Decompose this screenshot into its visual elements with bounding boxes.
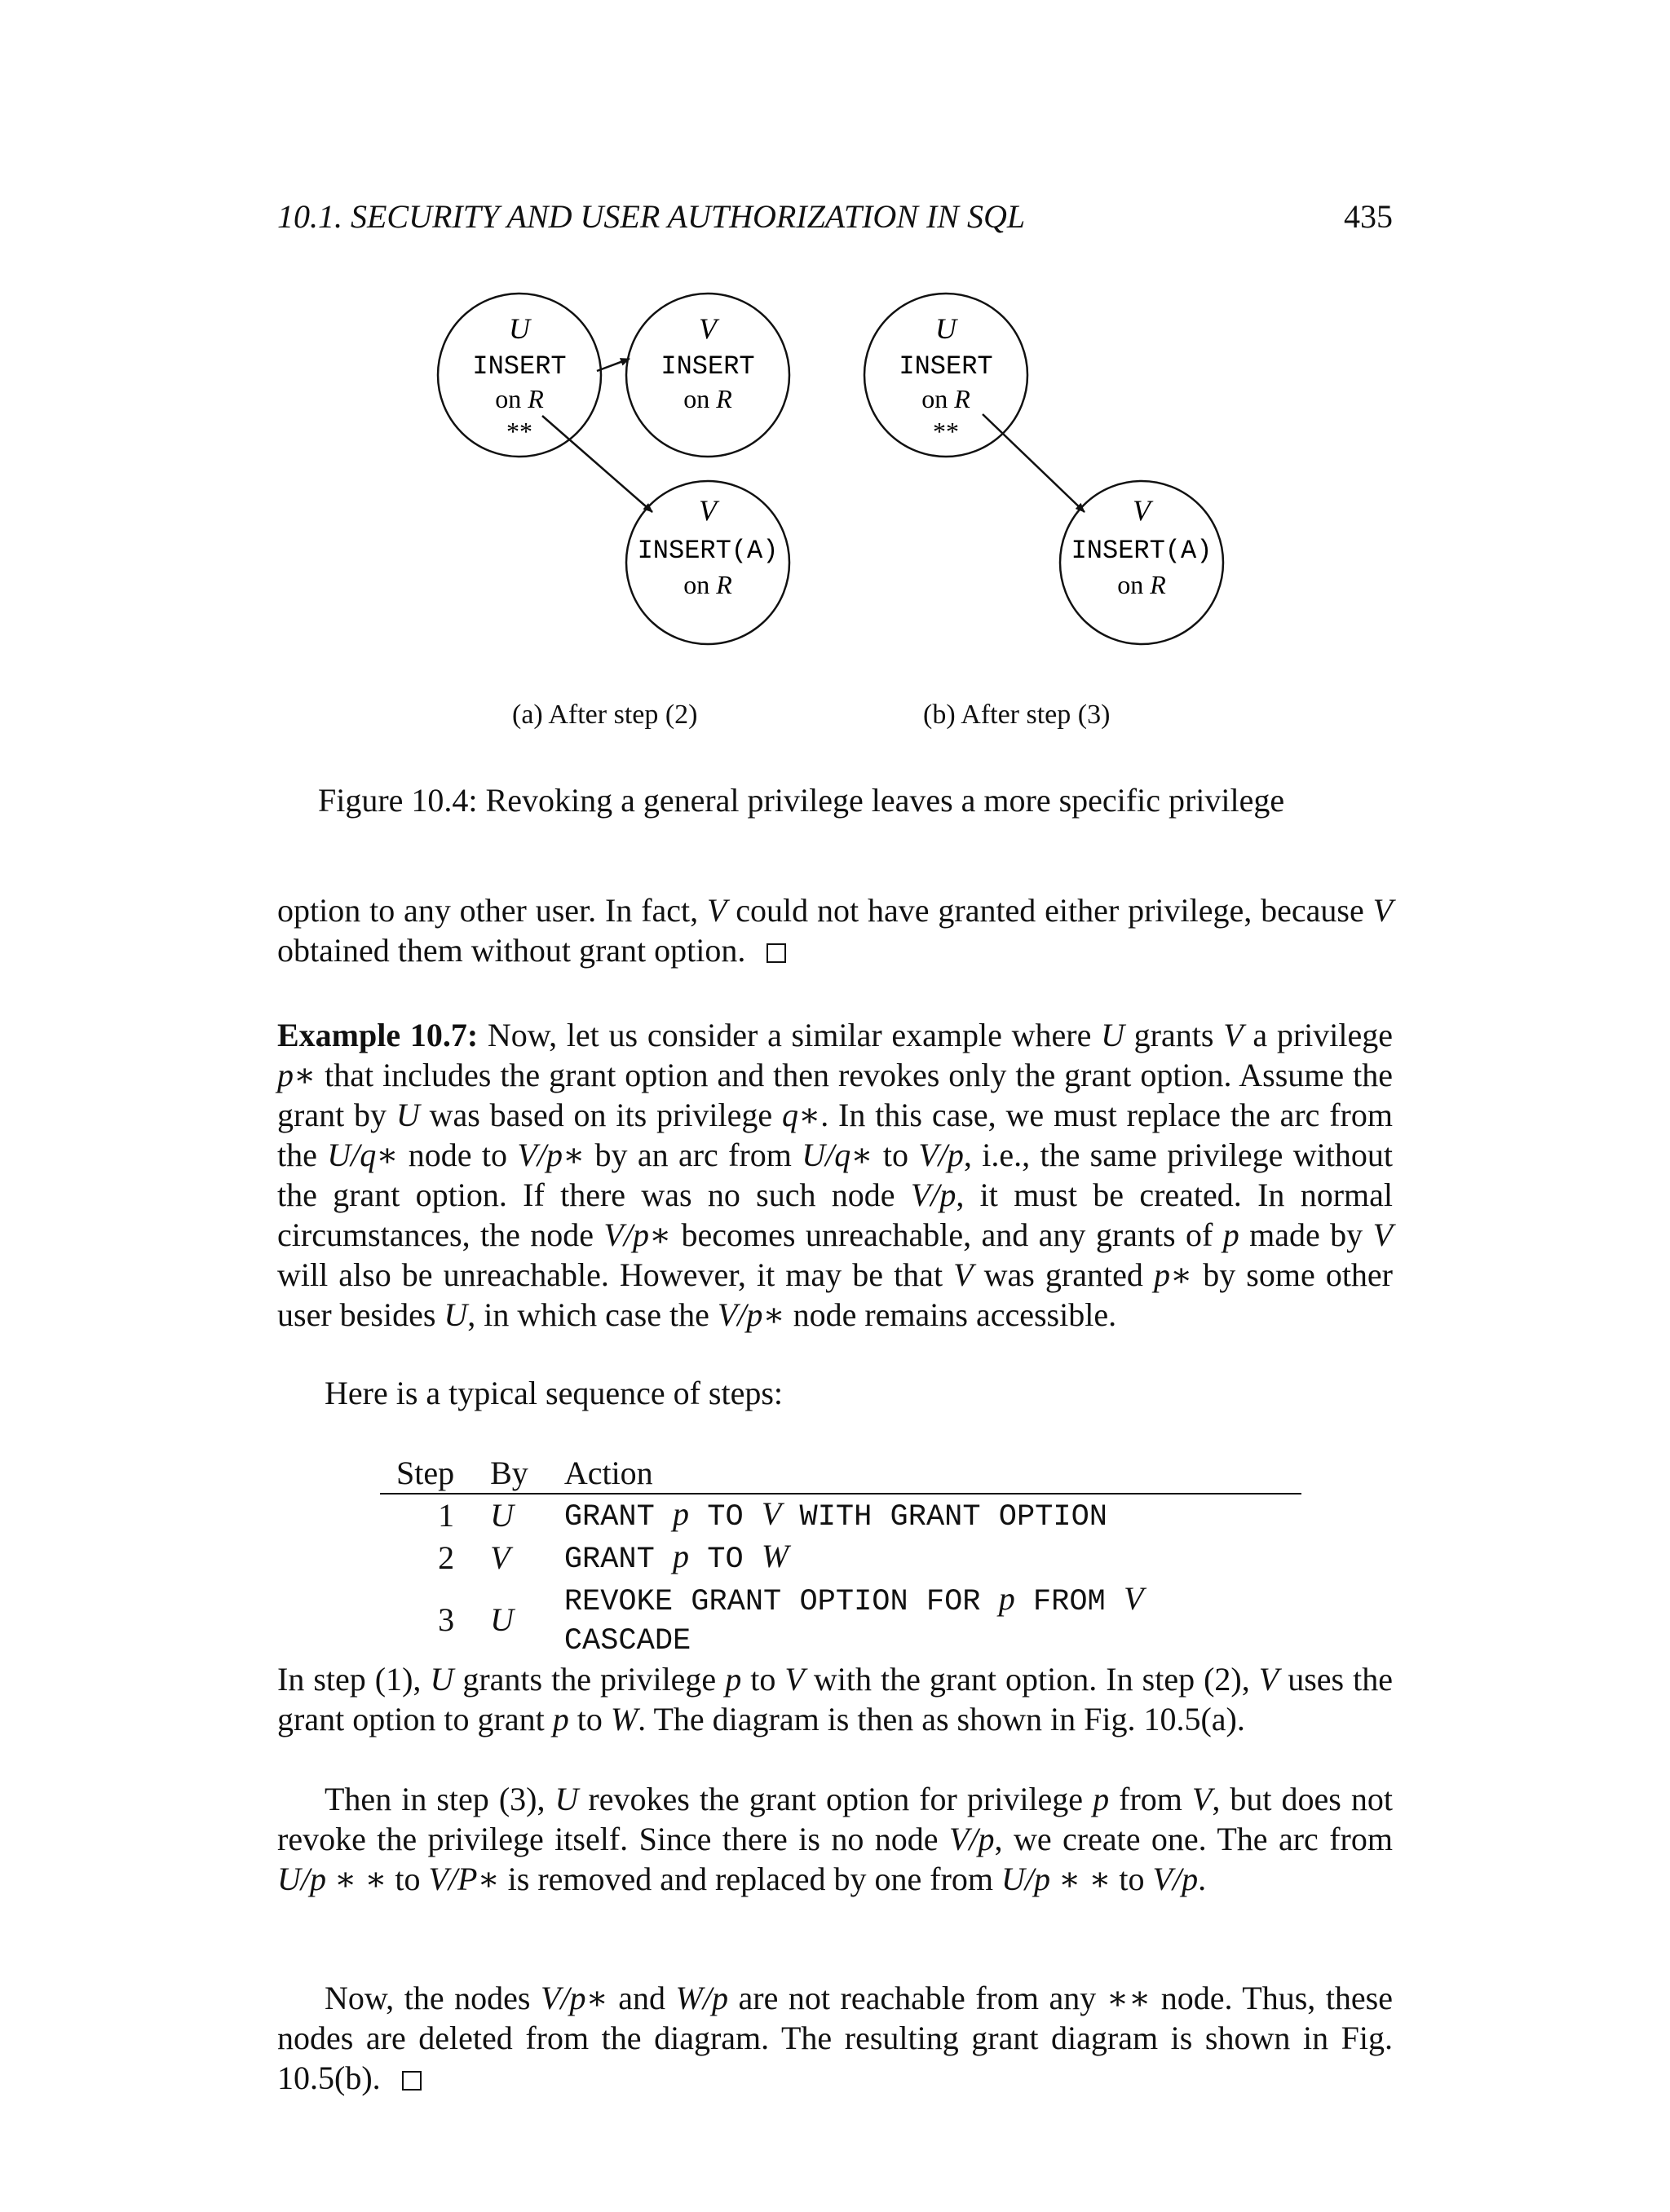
node-user: V	[699, 312, 717, 345]
page-number: 435	[1344, 198, 1393, 235]
paragraph: option to any other user. In fact, V could not have granted either privilege, because V obtained them without grant option.	[277, 892, 1393, 969]
column-header: Action	[563, 1455, 653, 1491]
steps-table	[380, 1454, 1301, 1661]
node-privilege: INSERT	[472, 351, 567, 382]
node-privilege: INSERT	[660, 351, 755, 382]
column-header: By	[490, 1455, 528, 1491]
grant-diagram	[0, 0, 1670, 815]
table-row: 2 V GRANT p TO W	[438, 1538, 789, 1577]
node-relation: on R	[683, 384, 732, 413]
node-user: U	[509, 312, 530, 345]
node-user: V	[699, 494, 717, 527]
qed-box	[402, 2071, 422, 2091]
subcaption-a: (a) After step (2)	[512, 700, 698, 730]
paragraph: Now, the nodes V/p∗ and W/p are not reachable from any ∗∗ node. Thus, these nodes are deleted from the diagram. The resulting grant diagram is shown in Fig. 10.5(b).	[277, 1980, 1393, 2096]
privilege-node	[1060, 481, 1223, 644]
privilege-node	[438, 294, 601, 457]
grant-arc	[542, 416, 652, 512]
node-privilege: INSERT(A)	[637, 536, 779, 566]
paragraph: In step (1), U grants the privilege p to V with the grant option. In step (2), V uses the grant option to grant p to W. The diagram is then as shown in Fig. 10.5(a).	[277, 1661, 1393, 1737]
privilege-node	[626, 294, 789, 457]
node-relation: on R	[921, 384, 970, 413]
table-row: 3 U REVOKE GRANT OPTION FOR p FROM V CASCADE	[438, 1580, 1144, 1658]
grant-arc	[983, 414, 1085, 512]
column-header: Step	[396, 1455, 455, 1491]
privilege-node	[626, 481, 789, 644]
privilege-node	[864, 294, 1027, 457]
paragraph: Then in step (3), U revokes the grant option for privilege p from V, but does not revoke the privilege itself. Since there is no node V/p, we create one. The arc from U/p ∗ ∗ to V/P∗ is removed and replaced by one from U/p ∗ ∗ to V/p.	[277, 1781, 1393, 1897]
node-relation: on R	[1117, 570, 1166, 599]
node-relation: on R	[683, 570, 732, 599]
grant-arc	[597, 359, 630, 371]
subcaption-b: (b) After step (3)	[923, 700, 1111, 730]
node-marker: **	[933, 417, 959, 446]
node-user: U	[935, 312, 956, 345]
running-header: 10.1. SECURITY AND USER AUTHORIZATION IN SQL	[277, 198, 1026, 235]
example-paragraph: Example 10.7: Now, let us consider a similar example where U grants V a privilege p∗ that includes the grant option and then revokes only the grant option. Assume the grant by U was based on its privilege q∗. In this case, we must replace the arc from the U/q∗ node to V/p∗ by an arc from U/q∗ to V/p, i.e., the same privilege without the grant option. If there was no such node V/p, it must be created. In normal circumstances, the node V/p∗ becomes unreachable, and any grants of p made by V will also be unreachable. However, it may be that V was granted p∗ by some other user besides U, in which case the V/p∗ node remains accessible.	[277, 1017, 1394, 1333]
qed-box	[767, 943, 786, 963]
example-label: Example 10.7:	[277, 1017, 479, 1053]
table-row: 1 U GRANT p TO V WITH GRANT OPTION	[438, 1495, 1107, 1534]
node-privilege: INSERT	[899, 351, 993, 382]
node-relation: on R	[495, 384, 544, 413]
node-marker: **	[506, 417, 532, 446]
node-privilege: INSERT(A)	[1071, 536, 1213, 566]
node-user: V	[1133, 494, 1151, 527]
steps-intro: Here is a typical sequence of steps:	[325, 1375, 784, 1411]
figure-caption: Figure 10.4: Revoking a general privilege leaves a more specific privilege	[318, 782, 1285, 819]
